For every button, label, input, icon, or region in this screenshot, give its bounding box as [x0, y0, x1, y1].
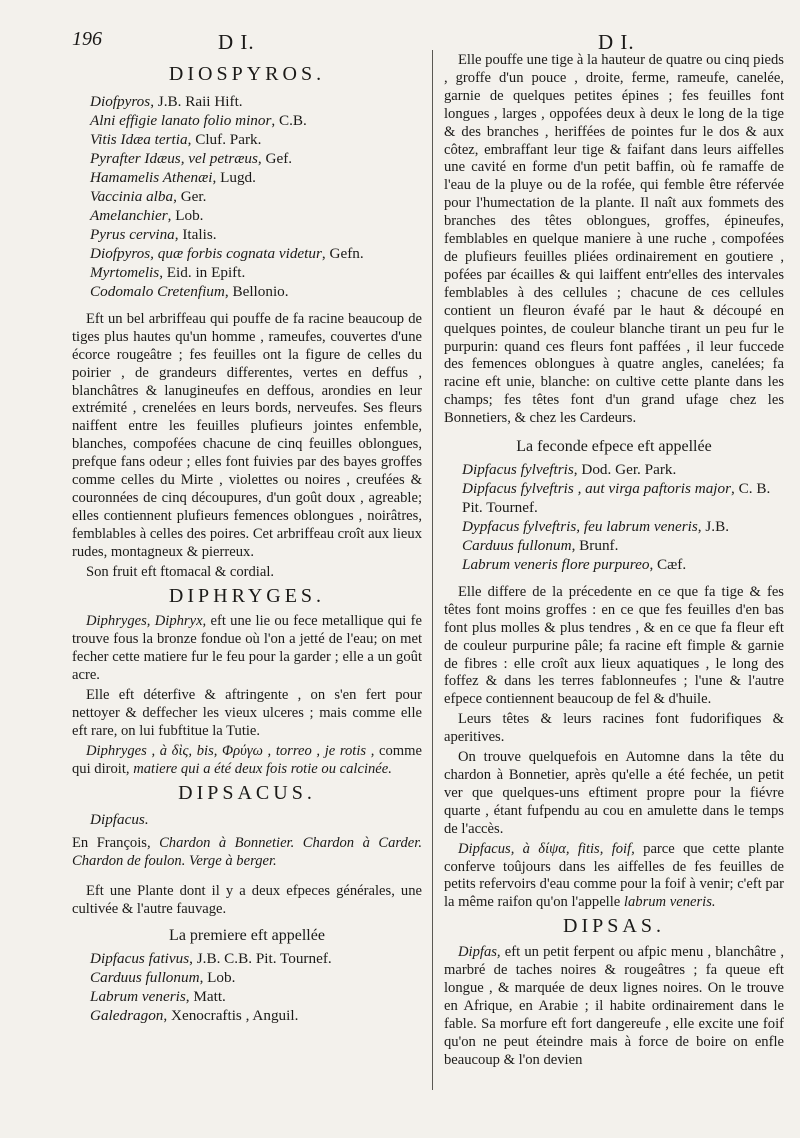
column-divider [432, 50, 433, 1090]
dipsacus-intro: Eft une Plante dont il y a deux efpeces générales, une cultivée & l'autre fauvage. [72, 883, 422, 918]
diospyros-synonyms [72, 92, 422, 301]
synonym-line: Diofpyros, quæ forbis cognata videtur, Gefn. [90, 244, 364, 262]
entry-title-diospyros: DIOSPYROS. [168, 63, 326, 85]
synonym-line: Vaccinia alba, Ger. [90, 187, 207, 205]
synonym-line: Galedragon, Xenocraftis , Anguil. [90, 1007, 299, 1024]
entry-title-diphryges: DIPHRYGES. [168, 584, 326, 607]
synonym-line: Labrum veneris, Matt. [90, 988, 226, 1005]
dipsacus-worm-note: On trouve quelquefois en Automne dans la tête du chardon à Bonnetier, après qu'elle a été fechée, un petit ver que quelques-uns eftiment propre pour la fiévre quarte , étant fufpendu au cou en amulette dans le temps de l'accès. [444, 749, 784, 837]
diospyros-description: Eft un bel arbriffeau qui pouffe de fa racine beaucoup de tiges plus hautes qu'un homme , rameufes, couvertes d'une écorce rougeâtre ; fes feuilles ont la figure de celles du poirier , de grandeurs differentes, vertes en deffus , blanchâtres & lanugineufes en deffous, arondies en leur extrémité , crenelées en leurs bords, nerveufes. Ses fleurs naiffent entre les feuilles plufieurs jointes enfemble, blanches, compofées chacune de cinq feuilles oblongues, prefque fans odeur ; elles font fuivies par des bayes groffes comme celles du Mirte , violettes ou noires , creufées & couronnées de cinq découpures, d'un goût doux , agreable; elles contiennent plufieurs femences oblongues , noirâtres, femblables à celles des poires. Cet arbriffeau croît aux lieux rudes, montagneux & pierreux. [72, 310, 422, 560]
synonym-line: Labrum veneris flore purpureo, Cæf. [462, 555, 687, 573]
synonym-line: Dipfacus fativus, J.B. C.B. Pit. Tournef. [90, 950, 332, 967]
dipsas-description: Dipfas, eft un petit ferpent ou afpic menu , blanchâtre , marbré de taches noires & rougeâtres ; fa queue eft longue , & marquée de deux lignes noires. On le trouve en Afrique, en Arabie ; il habite ordinairement dans le fable. Sa morfure eft fort dangereufe , elle excite une foif qu'on ne peut éteindre mais à force de boire on enfle beaucoup & l'on devien [444, 944, 784, 1068]
synonym-line: Codomalo Cretenfium, Bellonio. [90, 282, 289, 300]
synonym-line: Pyrus cervina, Italis. [90, 225, 217, 243]
right-column [444, 52, 784, 1072]
dipsacus-second-species-heading: La feconde efpece eft appellée [516, 438, 712, 456]
dipsacus-second-description: Elle differe de la précedente en ce que fa tige & fes têtes font moins groffes : en ce que fes feuilles d'en bas font plus molles & plus tendres , & en ce que fa fleur eft de couleur purpurine pâle; fa racine eft fimple & garnie de fibres : elle croît aux lieux aquatiques , le long des foffez & dans les terres fablonneufes ; l'une & l'autre efpece contiennent beaucoup de fel & d'huile. [444, 583, 784, 708]
synonym-line: Vitis Idæa tertia, Cluf. Park. [90, 130, 262, 148]
dipsacus-second-synonyms [444, 460, 784, 574]
dipsacus-first-synonyms [72, 949, 422, 1025]
left-running-header: D I. [218, 30, 255, 54]
diphryges-etymology: Diphryges , à δὶς, bis, Φρύγω , torreo , je rotis , comme qui diroit, matiere qui a été deux fois rotie ou calcinée. [72, 742, 422, 777]
entry-title-dipsas: DIPSAS. [563, 915, 665, 938]
synonym-line: Hamamelis Athenæi, Lugd. [90, 168, 256, 186]
left-column [72, 60, 422, 1025]
synonym-line: Alni effigie lanato folio minor, C.B. [90, 111, 307, 129]
synonym-line: Myrtomelis, Eid. in Epift. [90, 263, 246, 281]
right-running-header: D I. [598, 30, 635, 54]
dipsacus-first-species-heading: La premiere eft appellée [169, 927, 325, 945]
synonym-line: Dipfacus fylveftris , aut virga paftoris major, C. B. Pit. Tournef. [462, 479, 771, 516]
synonym-line: Dipfacus fylveftris, Dod. Ger. Park. [462, 460, 677, 478]
dipsacus-properties: Leurs têtes & leurs racines font fudorifiques & aperitives. [444, 711, 784, 746]
dipsacus-french-names: En François, Chardon à Bonnetier. Chardon à Carder. Chardon de foulon. Verge à berger. [72, 835, 422, 870]
dipsacus-first-description: Elle pouffe une tige à la hauteur de quatre ou cinq pieds , groffe d'un pouce , droite, ferme, rameufe, canelée, garnie de quelques petites épines ; fes feuilles font longues , larges , oppofées deux à deux le long de la tige & des branches , heriffées de pointes fur le dos & aux côtez, embraffant leur tige & faifant dans leurs aiffelles une cavité en forme d'un petit baffin, où fe ramaffe de l'eau de la pluye ou de la rofée, qui femble être réfervée pour l'humectation de la plante. Il naît aux fommets des branches des têtes oblongues, groffes, épineufes, femblables en quelque maniere à une ruche , compofées de plufieurs feuilles pliées ordinairement en goutiere , pofées par écailles & qui laiffent entr'elles des intervales femblables à des cellules ; chacune de ces cellules contient un fleuron évafé par le haut & découpé en quelques pointes, de couleur blanche tirant un peu fur le purpurin: quand ces fleurs font paffées , il leur fuccede des femences oblongues à quatre angles, canelées; fa racine eft unie, blanche: on cultive cette plante dans les champs; fes têtes font d'un grand ufage chez les Bonnetiers, & chez les Cardeurs. [444, 52, 784, 427]
dipsacus-etymology: Dipfacus, à δίψα, fitis, foif, parce que cette plante conferve toûjours dans les aiffelles de fes feuilles de petits refervoirs d'eau comme pour la foif à venir; c'eft par la même raifon qu'on l'appelle labrum veneris. [444, 840, 784, 911]
diphryges-use: Elle eft déterfive & aftringente , on s'en fert pour nettoyer & deffecher les vieux ulceres ; mais comme elle eft rare, on lui fubftitue la Tutie. [72, 687, 422, 739]
diphryges-description: Diphryges, Diphryx, eft une lie ou fece metallique qui fe trouve fous la bronze fondue où l'on a jetté de l'eau; on met fecher cette matiere fur le feu pour la garder ; elle a un goût acre. [72, 613, 422, 684]
synonym-line: Carduus fullonum, Brunf. [462, 536, 619, 554]
dipsacus-latin-name: Dipfacus. [90, 811, 149, 829]
synonym-line: Diofpyros, J.B. Raii Hift. [90, 92, 243, 110]
synonym-line: Carduus fullonum, Lob. [90, 969, 236, 986]
page-number: 196 [72, 28, 102, 50]
synonym-line: Amelanchier, Lob. [90, 206, 204, 224]
diospyros-virtue: Son fruit eft ftomacal & cordial. [86, 563, 275, 580]
synonym-line: Dypfacus fylveftris, feu labrum veneris, J.B. [462, 517, 730, 535]
synonym-line: Pyrafter Idæus, vel petræus, Gef. [90, 149, 293, 167]
entry-title-dipsacus: DIPSACUS. [178, 781, 316, 804]
